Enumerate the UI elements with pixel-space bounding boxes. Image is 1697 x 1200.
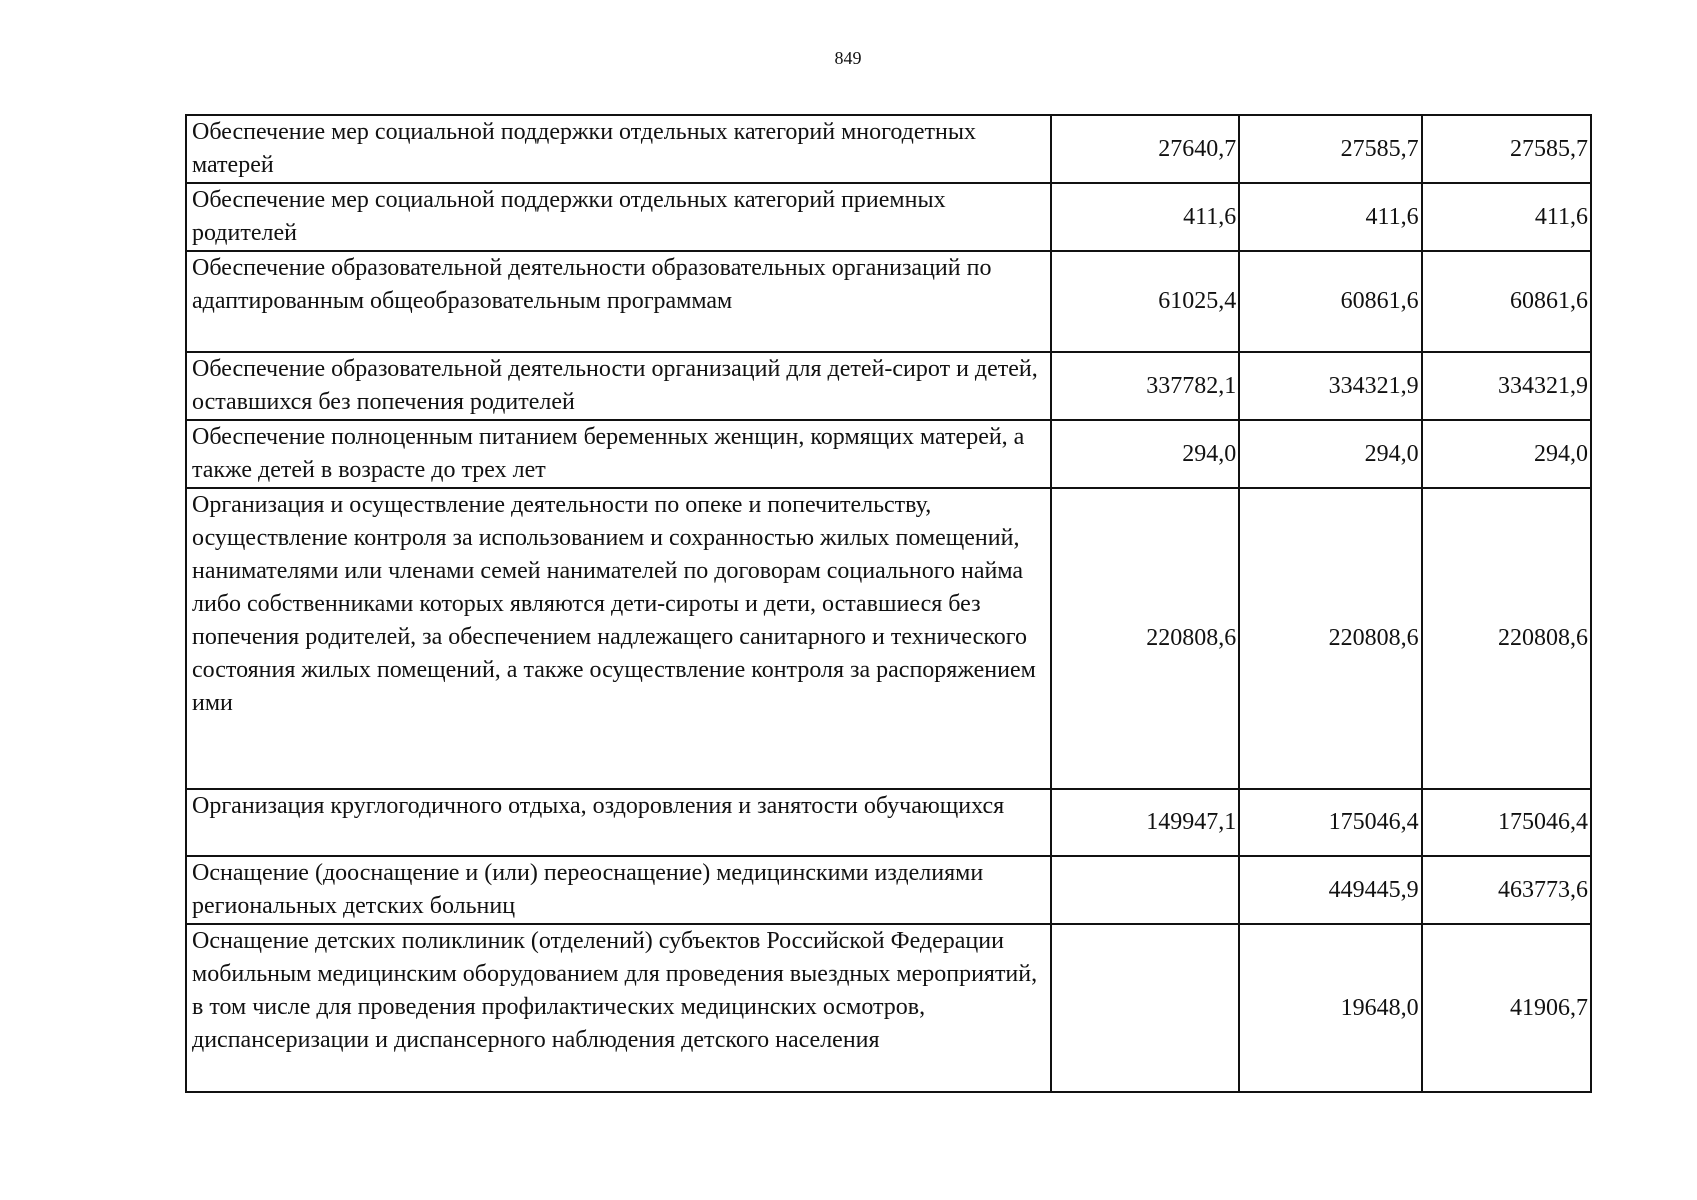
table-row [186, 924, 1591, 1092]
table-row [186, 352, 1591, 420]
value-cell-2: 334321,9 [1239, 352, 1421, 420]
value-cell-2: 175046,4 [1239, 789, 1421, 856]
value-cell-3: 41906,7 [1422, 924, 1591, 1092]
value-cell-1: 220808,6 [1051, 488, 1239, 789]
value-cell-1 [1051, 856, 1239, 924]
value-cell-1: 149947,1 [1051, 789, 1239, 856]
value-cell-1 [1051, 924, 1239, 1092]
value-cell-3: 175046,4 [1422, 789, 1591, 856]
row-name-cell: Обеспечение образовательной деятельности образовательных организаций по адаптированным общеобразовательным программам [186, 251, 1051, 352]
value-cell-2: 27585,7 [1239, 115, 1421, 183]
row-name-cell: Организация и осуществление деятельности по опеке и попечительству, осуществление контроля за использованием и сохранностью жилых помещений, нанимателями или членами семей нанимателей по договорам социального найма либо собственниками которых являются дети-сироты и дети, оставшиеся без попечения родителей, за обеспечением надлежащего санитарного и технического состояния жилых помещений, а также осуществление контроля за распоряжением ими [186, 488, 1051, 789]
value-cell-2: 220808,6 [1239, 488, 1421, 789]
table-row [186, 251, 1591, 352]
value-cell-1: 61025,4 [1051, 251, 1239, 352]
row-name-cell: Обеспечение мер социальной поддержки отдельных категорий приемных родителей [186, 183, 1051, 251]
value-cell-2: 60861,6 [1239, 251, 1421, 352]
value-cell-3: 220808,6 [1422, 488, 1591, 789]
value-cell-1: 411,6 [1051, 183, 1239, 251]
value-cell-1: 294,0 [1051, 420, 1239, 488]
value-cell-2: 449445,9 [1239, 856, 1421, 924]
row-name-cell: Обеспечение образовательной деятельности организаций для детей-сирот и детей, оставшихся без попечения родителей [186, 352, 1051, 420]
row-name-cell: Обеспечение полноценным питанием беременных женщин, кормящих матерей, а также детей в возрасте до трех лет [186, 420, 1051, 488]
value-cell-2: 294,0 [1239, 420, 1421, 488]
table-row [186, 183, 1591, 251]
page-number: 849 [834, 48, 862, 68]
table-row [186, 856, 1591, 924]
table-row [186, 488, 1591, 789]
value-cell-3: 60861,6 [1422, 251, 1591, 352]
row-name-cell: Организация круглогодичного отдыха, оздоровления и занятости обучающихся [186, 789, 1051, 856]
row-name-cell: Обеспечение мер социальной поддержки отдельных категорий многодетных матерей [186, 115, 1051, 183]
row-name-cell: Оснащение (дооснащение и (или) переоснащение) медицинскими изделиями региональных детских больниц [186, 856, 1051, 924]
value-cell-2: 19648,0 [1239, 924, 1421, 1092]
table-row [186, 115, 1591, 183]
value-cell-3: 411,6 [1422, 183, 1591, 251]
budget-table [185, 114, 1592, 1093]
value-cell-3: 334321,9 [1422, 352, 1591, 420]
value-cell-1: 27640,7 [1051, 115, 1239, 183]
table-row [186, 789, 1591, 856]
row-name-cell: Оснащение детских поликлиник (отделений) субъектов Российской Федерации мобильным медицинским оборудованием для проведения выездных мероприятий, в том числе для проведения профилактических медицинских осмотров, диспансеризации и диспансерного наблюдения детского населения [186, 924, 1051, 1092]
value-cell-3: 27585,7 [1422, 115, 1591, 183]
value-cell-3: 294,0 [1422, 420, 1591, 488]
value-cell-3: 463773,6 [1422, 856, 1591, 924]
table-row [186, 420, 1591, 488]
value-cell-1: 337782,1 [1051, 352, 1239, 420]
value-cell-2: 411,6 [1239, 183, 1421, 251]
